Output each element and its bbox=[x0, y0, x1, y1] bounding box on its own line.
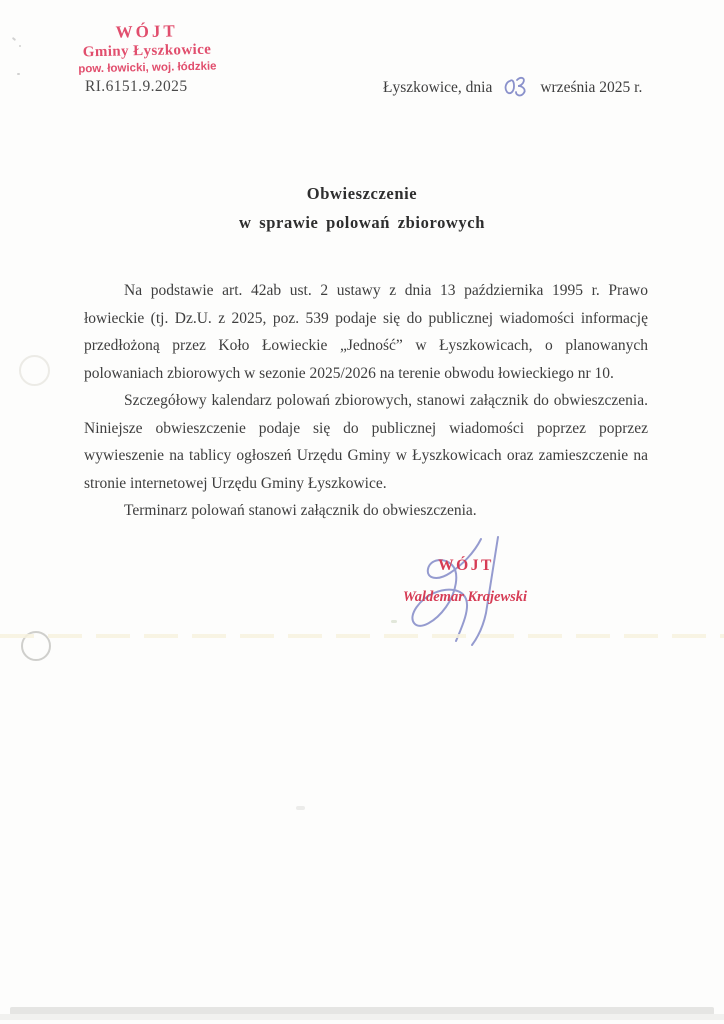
scan-fold-line bbox=[0, 634, 724, 638]
sender-stamp bbox=[69, 20, 224, 75]
dateline-prefix: Łyszkowice, dnia bbox=[383, 79, 493, 96]
ink-speck bbox=[12, 37, 16, 41]
ink-speck bbox=[19, 45, 21, 47]
paragraph-publication: Szczegółowy kalendarz polowań zbiorowych, stanowi załącznik do obwieszczenia. Niniejsze obwieszczenie podaje się do publicznej wiadomości poprzez poprzez wywieszenie na tablicy ogłoszeń Urzędu Gminy w Łyszkowicach oraz zamieszczenie na stronie internetowej Urzędu Gminy Łyszkowice. bbox=[84, 392, 648, 492]
stamp-office-title: WÓJT bbox=[115, 21, 178, 42]
handwritten-day-icon bbox=[501, 74, 531, 100]
scan-smudge bbox=[391, 620, 397, 623]
paragraph-schedule: Terminarz polowań stanowi załącznik do obwieszczenia. bbox=[124, 502, 477, 519]
title-line2: w sprawie polowań zbiorowych bbox=[239, 213, 485, 232]
title-line1: Obwieszczenie bbox=[306, 184, 418, 203]
stamp-municipality: Gminy Łyszkowice bbox=[82, 41, 212, 61]
hole-punch-mark-top bbox=[19, 355, 50, 386]
reference-number: RI.6151.9.2025 bbox=[85, 78, 188, 95]
document-title bbox=[0, 184, 724, 233]
scan-edge-shadow bbox=[0, 1014, 724, 1020]
body-text bbox=[84, 277, 648, 525]
signature-block bbox=[360, 535, 590, 650]
signature-stamp-name: Waldemar Krajewski bbox=[402, 589, 528, 605]
scan-smudge bbox=[296, 806, 305, 810]
paragraph-legal-basis: Na podstawie art. 42ab ust. 2 ustawy z dnia 13 października 1995 r. Prawo łowieckie (tj. Dz.U. z 2025, poz. 539 podaje się do publicznej wiadomości informację przedłożoną przez Koło Łowieckie „Jedność” w Łyszkowicach, o planowanych polowaniach zbiorowych w sezonie 2025/2026 na terenie obwodu łowieckiego nr 10. bbox=[84, 282, 648, 382]
stamp-district: pow. łowicki, woj. łódzkie bbox=[78, 60, 217, 76]
dateline bbox=[383, 74, 642, 102]
signature-stamp-title: WÓJT bbox=[438, 557, 494, 574]
ink-speck bbox=[17, 73, 20, 75]
dateline-suffix: września 2025 r. bbox=[540, 79, 643, 96]
